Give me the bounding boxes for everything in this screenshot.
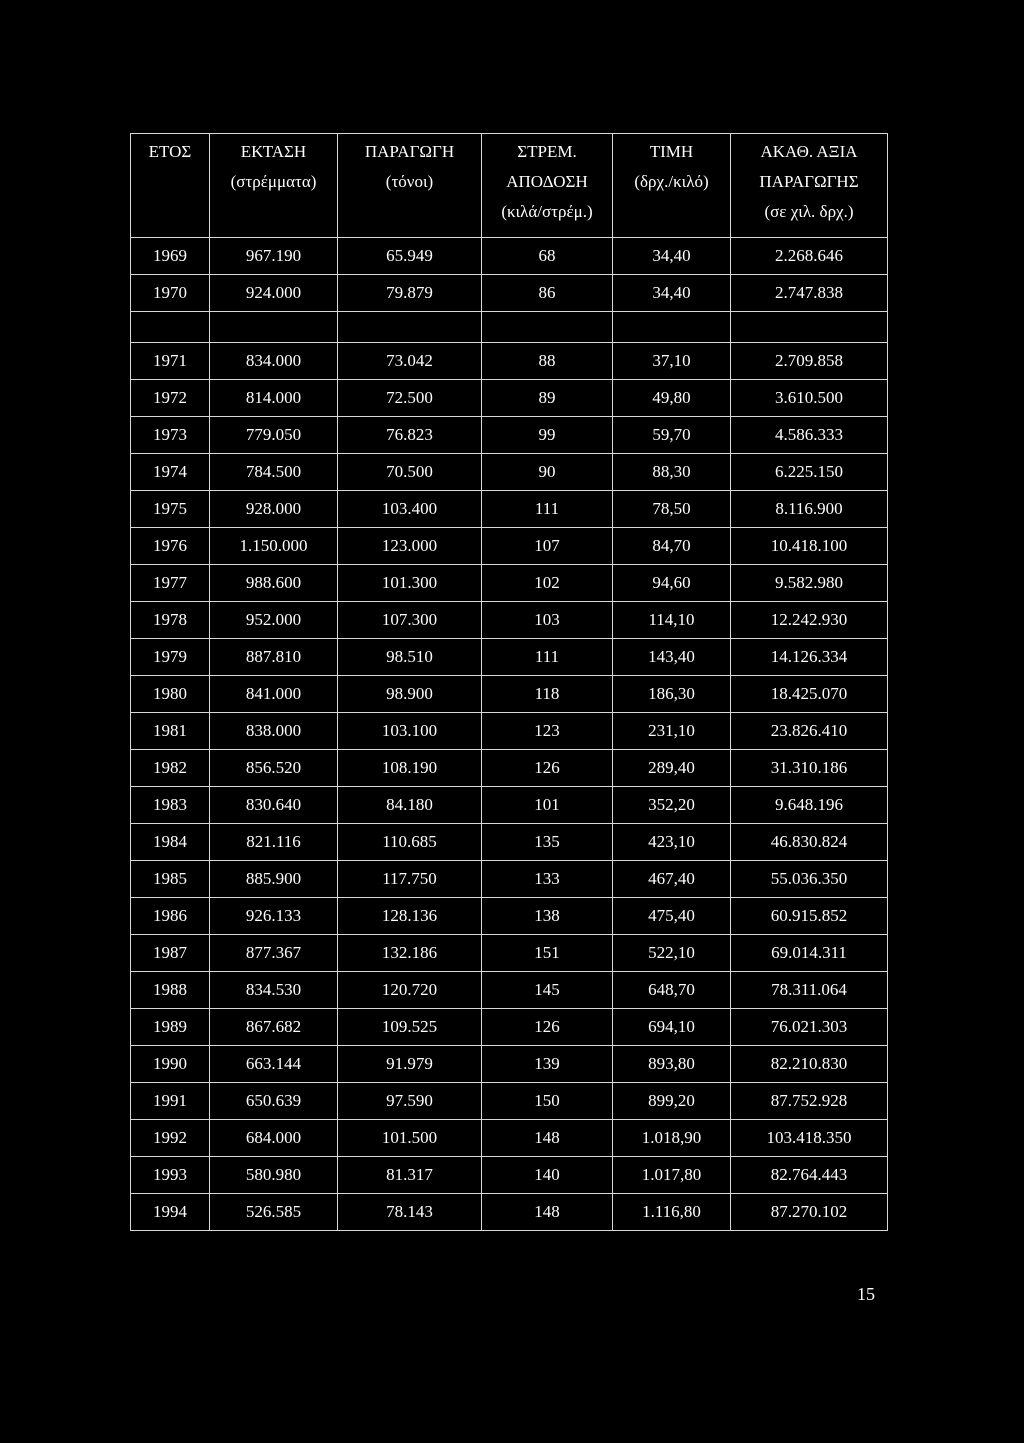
table-row — [131, 454, 888, 491]
cell-production: 65.949 — [338, 238, 482, 275]
cell-gross-value: 12.242.930 — [731, 602, 888, 639]
cell-yield: 148 — [482, 1194, 613, 1231]
column-header-price — [613, 134, 731, 238]
cell-gross-value: 87.270.102 — [731, 1194, 888, 1231]
cell-year: 1971 — [131, 343, 210, 380]
cell-gross-value: 3.610.500 — [731, 380, 888, 417]
cell-gross-value: 9.648.196 — [731, 787, 888, 824]
table-row — [131, 972, 888, 1009]
column-header-line — [131, 197, 209, 227]
cell-price: 37,10 — [613, 343, 731, 380]
table-row — [131, 528, 888, 565]
cell-yield: 126 — [482, 1009, 613, 1046]
cell-year — [131, 312, 210, 343]
cell-area: 814.000 — [210, 380, 338, 417]
cell-yield: 145 — [482, 972, 613, 1009]
cell-production: 109.525 — [338, 1009, 482, 1046]
cell-gross-value: 69.014.311 — [731, 935, 888, 972]
cell-yield: 90 — [482, 454, 613, 491]
cell-yield: 99 — [482, 417, 613, 454]
cell-area: 841.000 — [210, 676, 338, 713]
cell-yield: 89 — [482, 380, 613, 417]
cell-production: 78.143 — [338, 1194, 482, 1231]
cell-area: 926.133 — [210, 898, 338, 935]
cell-year: 1974 — [131, 454, 210, 491]
cell-gross-value: 78.311.064 — [731, 972, 888, 1009]
cell-gross-value: 4.586.333 — [731, 417, 888, 454]
table-row — [131, 417, 888, 454]
cell-gross-value: 82.210.830 — [731, 1046, 888, 1083]
table-row — [131, 275, 888, 312]
cell-gross-value: 31.310.186 — [731, 750, 888, 787]
cell-yield: 111 — [482, 491, 613, 528]
table-row — [131, 343, 888, 380]
cell-yield: 151 — [482, 935, 613, 972]
cell-area: 526.585 — [210, 1194, 338, 1231]
cell-area: 924.000 — [210, 275, 338, 312]
table-row — [131, 312, 888, 343]
column-header-yield — [482, 134, 613, 238]
table-row — [131, 713, 888, 750]
cell-gross-value: 2.709.858 — [731, 343, 888, 380]
cell-gross-value: 2.747.838 — [731, 275, 888, 312]
cell-gross-value — [731, 312, 888, 343]
table-row — [131, 1194, 888, 1231]
cell-price: 648,70 — [613, 972, 731, 1009]
page-number: 15 — [857, 1284, 875, 1304]
cell-year: 1983 — [131, 787, 210, 824]
cell-yield: 118 — [482, 676, 613, 713]
cell-production: 103.400 — [338, 491, 482, 528]
column-header-area — [210, 134, 338, 238]
column-header-line: ΑΚΑΘ. ΑΞΙΑ — [760, 142, 858, 161]
column-header-line: ΕΤΟΣ — [148, 142, 192, 161]
cell-year: 1973 — [131, 417, 210, 454]
cell-year: 1984 — [131, 824, 210, 861]
cell-production: 101.300 — [338, 565, 482, 602]
cell-price: 423,10 — [613, 824, 731, 861]
cell-price: 94,60 — [613, 565, 731, 602]
table-header — [131, 134, 888, 238]
cell-year: 1992 — [131, 1120, 210, 1157]
column-header-line — [210, 197, 337, 227]
cell-yield — [482, 312, 613, 343]
table-row — [131, 380, 888, 417]
cell-yield: 86 — [482, 275, 613, 312]
cell-area: 1.150.000 — [210, 528, 338, 565]
cell-production: 81.317 — [338, 1157, 482, 1194]
cell-production: 73.042 — [338, 343, 482, 380]
cell-area: 650.639 — [210, 1083, 338, 1120]
cell-year: 1970 — [131, 275, 210, 312]
table-row — [131, 750, 888, 787]
cell-gross-value: 60.915.852 — [731, 898, 888, 935]
cell-yield: 103 — [482, 602, 613, 639]
cell-area: 885.900 — [210, 861, 338, 898]
cell-production: 97.590 — [338, 1083, 482, 1120]
cell-price: 1.018,90 — [613, 1120, 731, 1157]
cell-price: 1.116,80 — [613, 1194, 731, 1231]
cell-area: 887.810 — [210, 639, 338, 676]
cell-area: 821.116 — [210, 824, 338, 861]
cell-gross-value: 10.418.100 — [731, 528, 888, 565]
table-body — [131, 238, 888, 1231]
table-row — [131, 602, 888, 639]
column-header-line: ΠΑΡΑΓΩΓΗΣ — [759, 172, 859, 191]
cell-year: 1989 — [131, 1009, 210, 1046]
cell-year: 1981 — [131, 713, 210, 750]
cell-year: 1993 — [131, 1157, 210, 1194]
cell-gross-value: 103.418.350 — [731, 1120, 888, 1157]
cell-gross-value: 87.752.928 — [731, 1083, 888, 1120]
cell-production: 117.750 — [338, 861, 482, 898]
table-row — [131, 565, 888, 602]
column-header-line: (κιλά/στρέμ.) — [501, 202, 593, 221]
cell-area: 856.520 — [210, 750, 338, 787]
cell-price: 522,10 — [613, 935, 731, 972]
cell-production: 108.190 — [338, 750, 482, 787]
cell-area: 967.190 — [210, 238, 338, 275]
cell-production: 98.510 — [338, 639, 482, 676]
cell-year: 1972 — [131, 380, 210, 417]
cell-gross-value: 9.582.980 — [731, 565, 888, 602]
cell-year: 1969 — [131, 238, 210, 275]
cell-yield: 123 — [482, 713, 613, 750]
cell-price: 49,80 — [613, 380, 731, 417]
table-row — [131, 1120, 888, 1157]
cell-yield: 126 — [482, 750, 613, 787]
cell-gross-value: 6.225.150 — [731, 454, 888, 491]
column-header-line: ΠΑΡΑΓΩΓΗ — [364, 142, 455, 161]
cell-production: 110.685 — [338, 824, 482, 861]
cell-yield: 139 — [482, 1046, 613, 1083]
cell-area: 834.530 — [210, 972, 338, 1009]
cell-yield: 138 — [482, 898, 613, 935]
cell-year: 1978 — [131, 602, 210, 639]
cell-price: 899,20 — [613, 1083, 731, 1120]
cell-gross-value: 23.826.410 — [731, 713, 888, 750]
cell-price: 34,40 — [613, 238, 731, 275]
cell-price: 78,50 — [613, 491, 731, 528]
cell-production: 91.979 — [338, 1046, 482, 1083]
cell-area: 952.000 — [210, 602, 338, 639]
table-row — [131, 1009, 888, 1046]
cell-year: 1988 — [131, 972, 210, 1009]
table-row — [131, 861, 888, 898]
cell-year: 1991 — [131, 1083, 210, 1120]
table-row — [131, 639, 888, 676]
cell-production: 72.500 — [338, 380, 482, 417]
cell-gross-value: 14.126.334 — [731, 639, 888, 676]
cell-area: 877.367 — [210, 935, 338, 972]
column-header-line: ΣΤΡΕΜ. — [517, 142, 577, 161]
cell-gross-value: 2.268.646 — [731, 238, 888, 275]
cell-yield: 148 — [482, 1120, 613, 1157]
cell-price: 84,70 — [613, 528, 731, 565]
cell-production: 128.136 — [338, 898, 482, 935]
cell-year: 1994 — [131, 1194, 210, 1231]
table-row — [131, 1157, 888, 1194]
cell-production: 84.180 — [338, 787, 482, 824]
column-header-line — [338, 197, 481, 227]
cell-yield: 133 — [482, 861, 613, 898]
cell-yield: 101 — [482, 787, 613, 824]
cell-yield: 102 — [482, 565, 613, 602]
table-row — [131, 935, 888, 972]
cell-production: 123.000 — [338, 528, 482, 565]
cell-production — [338, 312, 482, 343]
table-row — [131, 787, 888, 824]
table-row — [131, 491, 888, 528]
cell-year: 1977 — [131, 565, 210, 602]
cell-gross-value: 8.116.900 — [731, 491, 888, 528]
cell-area: 580.980 — [210, 1157, 338, 1194]
cell-price: 289,40 — [613, 750, 731, 787]
cell-price: 893,80 — [613, 1046, 731, 1083]
cell-area: 834.000 — [210, 343, 338, 380]
column-header-line: (στρέμματα) — [230, 172, 317, 191]
cell-year: 1986 — [131, 898, 210, 935]
column-header-line: ΑΠΟΔΟΣΗ — [506, 172, 588, 191]
column-header-line — [131, 167, 209, 197]
cell-year: 1985 — [131, 861, 210, 898]
table-row — [131, 676, 888, 713]
table-row — [131, 1083, 888, 1120]
production-table — [130, 133, 888, 1231]
cell-production: 107.300 — [338, 602, 482, 639]
cell-production: 132.186 — [338, 935, 482, 972]
cell-gross-value: 76.021.303 — [731, 1009, 888, 1046]
table-row — [131, 898, 888, 935]
cell-year: 1987 — [131, 935, 210, 972]
cell-price: 34,40 — [613, 275, 731, 312]
cell-price: 231,10 — [613, 713, 731, 750]
cell-production: 70.500 — [338, 454, 482, 491]
cell-year: 1982 — [131, 750, 210, 787]
column-header-line: (δρχ./κιλό) — [634, 172, 709, 191]
cell-area: 928.000 — [210, 491, 338, 528]
table-row — [131, 824, 888, 861]
cell-gross-value: 46.830.824 — [731, 824, 888, 861]
cell-area: 779.050 — [210, 417, 338, 454]
column-header-year — [131, 134, 210, 238]
cell-yield: 111 — [482, 639, 613, 676]
cell-gross-value: 18.425.070 — [731, 676, 888, 713]
cell-price: 475,40 — [613, 898, 731, 935]
column-header-line: (τόνοι) — [385, 172, 434, 191]
cell-price: 88,30 — [613, 454, 731, 491]
cell-production: 101.500 — [338, 1120, 482, 1157]
cell-production: 98.900 — [338, 676, 482, 713]
cell-price: 143,40 — [613, 639, 731, 676]
cell-yield: 140 — [482, 1157, 613, 1194]
cell-year: 1976 — [131, 528, 210, 565]
cell-price: 1.017,80 — [613, 1157, 731, 1194]
column-header-production — [338, 134, 482, 238]
cell-area: 684.000 — [210, 1120, 338, 1157]
cell-area: 867.682 — [210, 1009, 338, 1046]
column-header-line: ΤΙΜΗ — [649, 142, 694, 161]
cell-production: 79.879 — [338, 275, 482, 312]
cell-production: 120.720 — [338, 972, 482, 1009]
column-header-gross-value — [731, 134, 888, 238]
cell-area: 784.500 — [210, 454, 338, 491]
cell-year: 1975 — [131, 491, 210, 528]
cell-price: 694,10 — [613, 1009, 731, 1046]
cell-production: 76.823 — [338, 417, 482, 454]
cell-price: 352,20 — [613, 787, 731, 824]
cell-area: 838.000 — [210, 713, 338, 750]
cell-price — [613, 312, 731, 343]
cell-yield: 135 — [482, 824, 613, 861]
cell-price: 467,40 — [613, 861, 731, 898]
cell-yield: 68 — [482, 238, 613, 275]
table-row — [131, 1046, 888, 1083]
cell-gross-value: 55.036.350 — [731, 861, 888, 898]
cell-year: 1990 — [131, 1046, 210, 1083]
cell-area — [210, 312, 338, 343]
cell-yield: 107 — [482, 528, 613, 565]
column-header-line: (σε χιλ. δρχ.) — [764, 202, 854, 221]
cell-area: 830.640 — [210, 787, 338, 824]
cell-year: 1980 — [131, 676, 210, 713]
cell-year: 1979 — [131, 639, 210, 676]
cell-gross-value: 82.764.443 — [731, 1157, 888, 1194]
cell-price: 114,10 — [613, 602, 731, 639]
table-row — [131, 238, 888, 275]
cell-production: 103.100 — [338, 713, 482, 750]
data-table-container — [130, 133, 887, 1231]
cell-yield: 150 — [482, 1083, 613, 1120]
cell-price: 59,70 — [613, 417, 731, 454]
cell-area: 663.144 — [210, 1046, 338, 1083]
cell-yield: 88 — [482, 343, 613, 380]
column-header-line: ΕΚΤΑΣΗ — [240, 142, 307, 161]
cell-price: 186,30 — [613, 676, 731, 713]
column-header-line — [613, 197, 730, 227]
cell-area: 988.600 — [210, 565, 338, 602]
